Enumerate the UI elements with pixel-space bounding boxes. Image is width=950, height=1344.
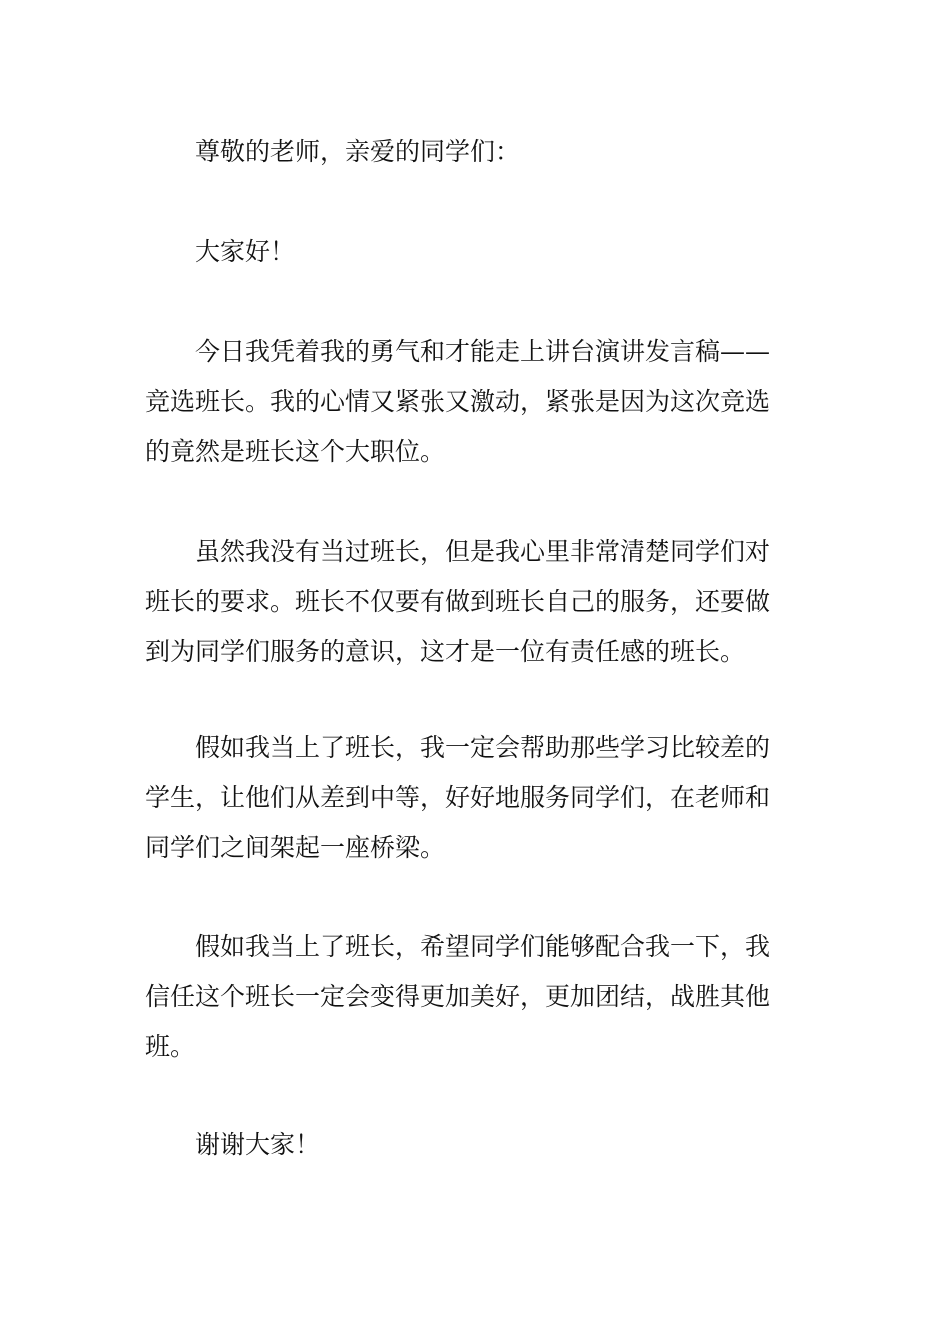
paragraph-1-line-3: 的竟然是班长这个大职位。 xyxy=(145,437,446,466)
paragraph-2-line-2: 班长的要求。班长不仅要有做到班长自己的服务，还要做 xyxy=(145,587,771,616)
paragraph-4-line-1: 假如我当上了班长，希望同学们能够配合我一下，我 xyxy=(195,932,771,961)
paragraph-1-line-1: 今日我凭着我的勇气和才能走上讲台演讲发言稿—— xyxy=(195,337,771,366)
closing-text: 谢谢大家！ xyxy=(195,1130,321,1159)
paragraph-1 xyxy=(145,327,811,477)
opening-line xyxy=(145,227,811,277)
paragraph-3 xyxy=(145,723,811,873)
paragraph-2-line-3: 到为同学们服务的意识，这才是一位有责任感的班长。 xyxy=(145,637,746,666)
paragraph-3-line-1: 假如我当上了班长，我一定会帮助那些学习比较差的 xyxy=(195,733,771,762)
paragraph-2 xyxy=(145,527,811,677)
paragraph-3-line-2: 学生，让他们从差到中等，好好地服务同学们，在老师和 xyxy=(145,783,771,812)
paragraph-2-line-1: 虽然我没有当过班长，但是我心里非常清楚同学们对 xyxy=(195,537,771,566)
paragraph-4-line-2: 信任这个班长一定会变得更加美好，更加团结，战胜其他 xyxy=(145,982,771,1011)
greeting-line xyxy=(145,127,811,177)
opening-text: 大家好！ xyxy=(195,237,296,266)
paragraph-4 xyxy=(145,922,811,1072)
closing-line xyxy=(145,1120,811,1170)
paragraph-3-line-3: 同学们之间架起一座桥梁。 xyxy=(145,833,446,862)
greeting-text: 尊敬的老师，亲爱的同学们： xyxy=(195,137,521,166)
paragraph-1-line-2: 竞选班长。我的心情又紧张又激动，紧张是因为这次竞选 xyxy=(145,387,771,416)
paragraph-4-line-3: 班。 xyxy=(145,1032,196,1061)
